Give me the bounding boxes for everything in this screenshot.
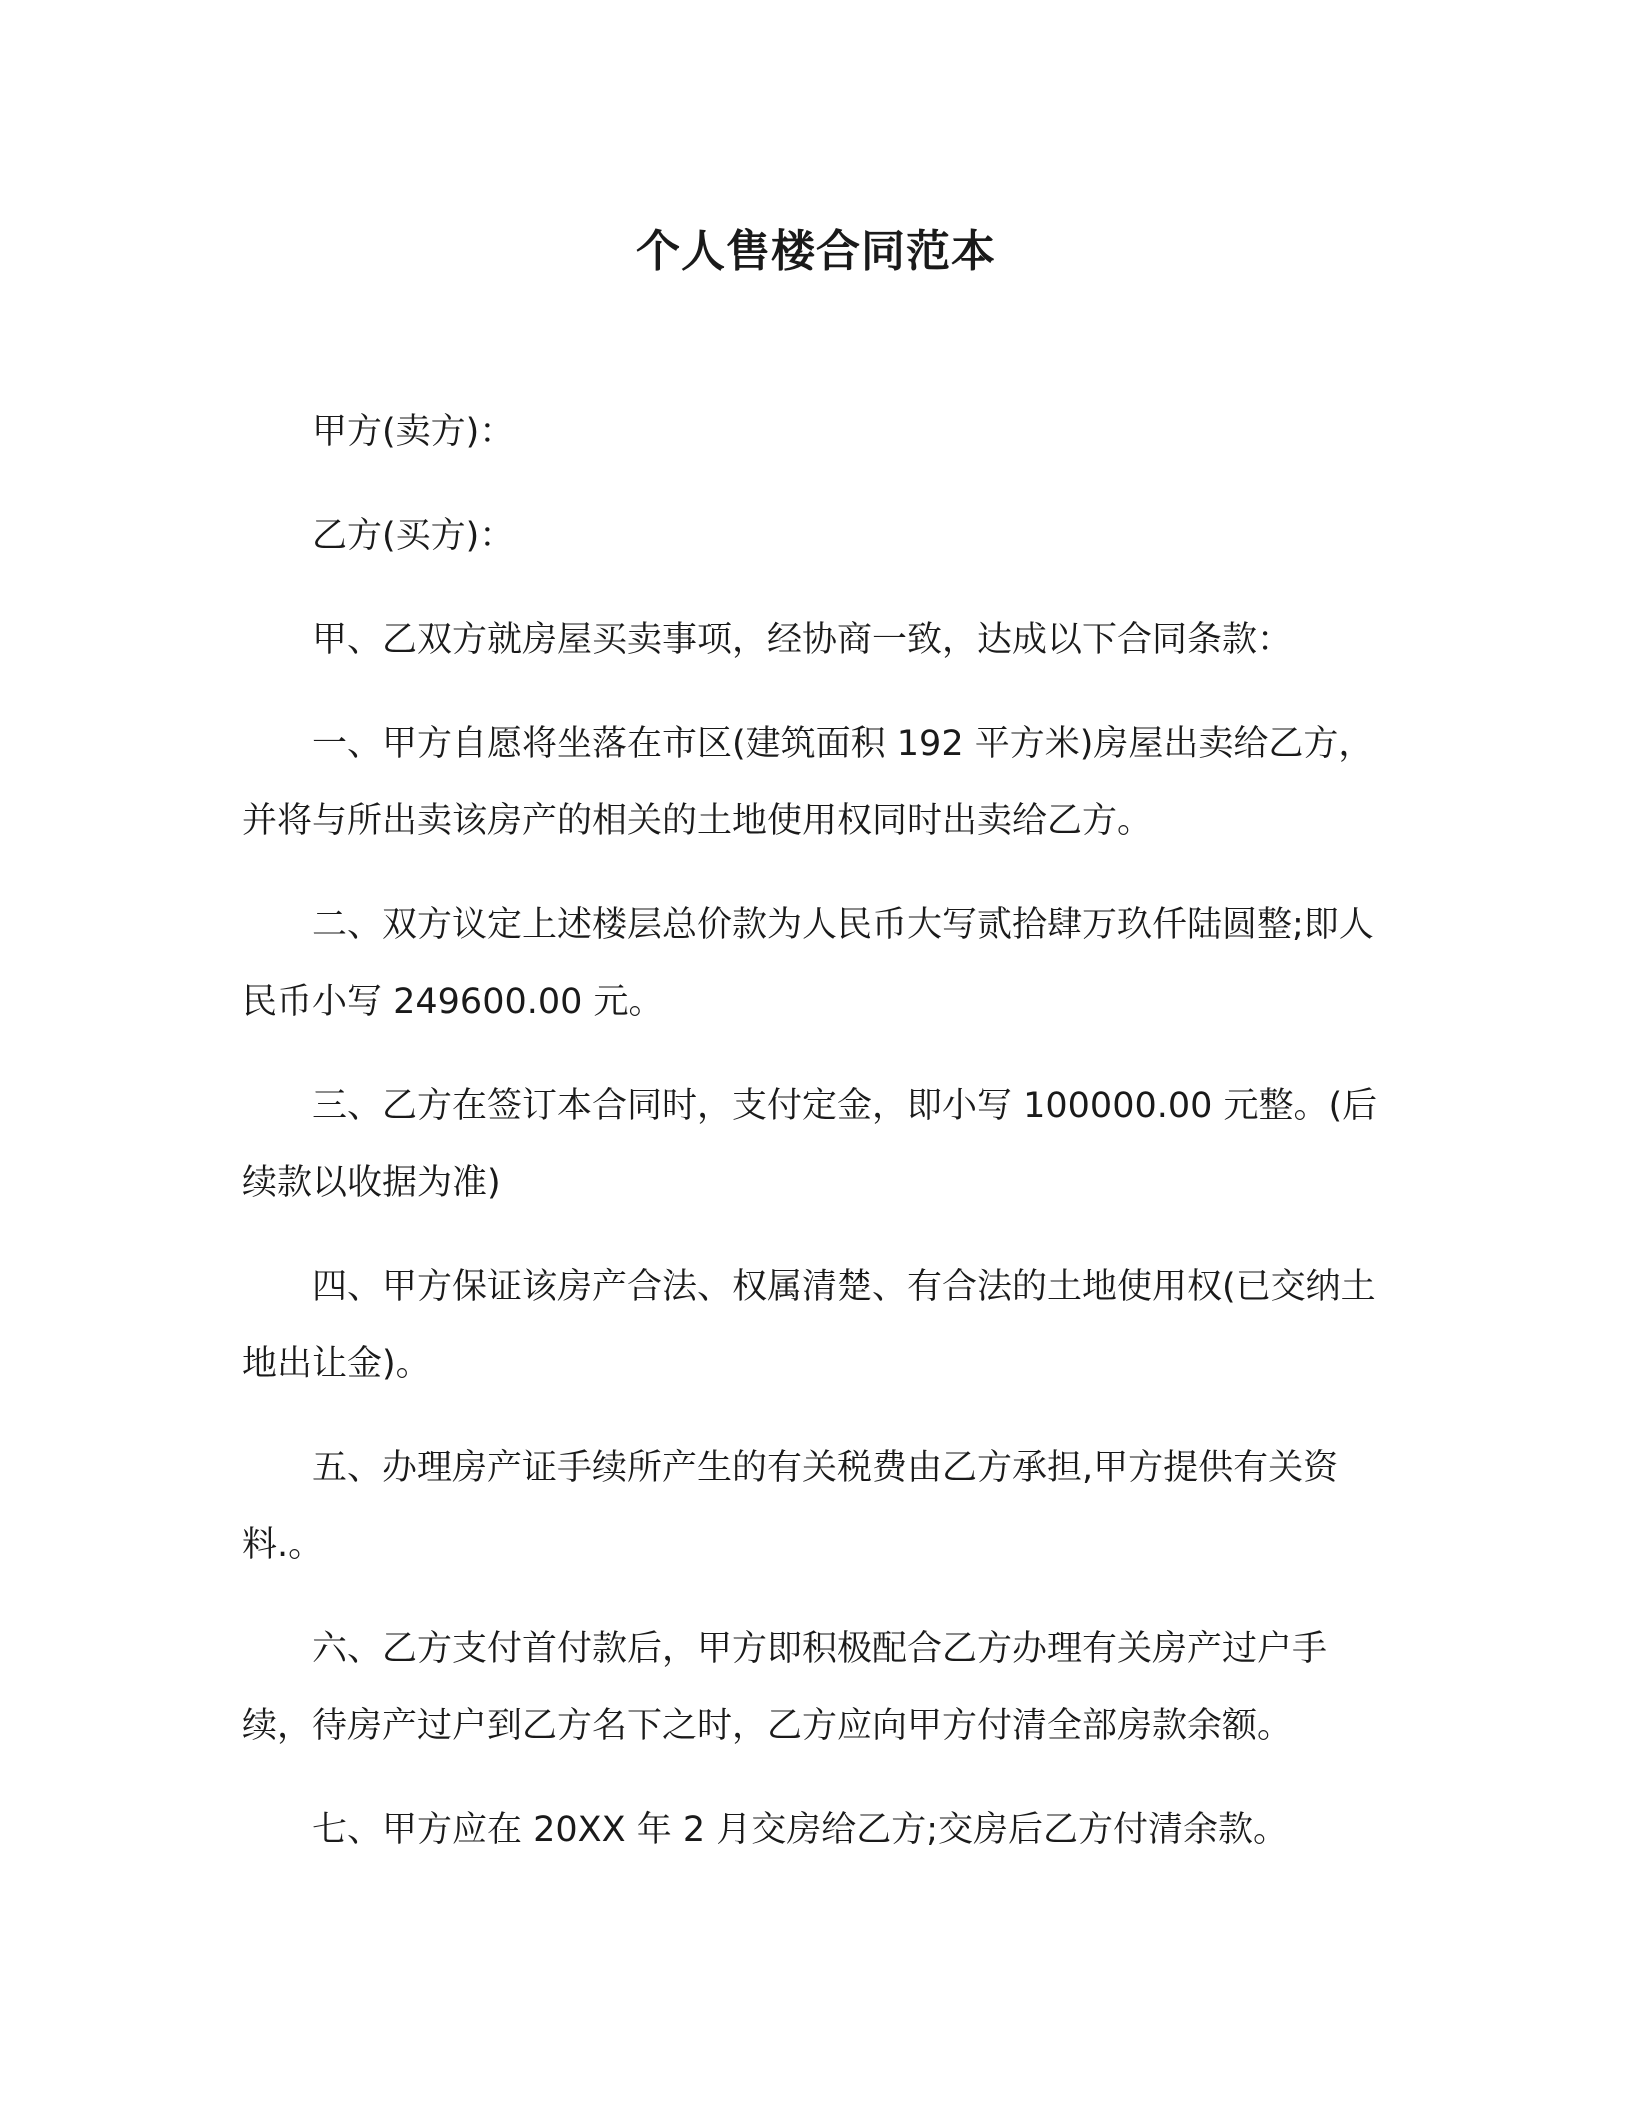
document-title: 个人售楼合同范本 [636, 226, 996, 277]
clause-5: 五、办理房产证手续所产生的有关税费由乙方承担,甲方提供有关资料.。 [242, 1448, 1339, 1565]
preamble-paragraph: 甲、乙双方就房屋买卖事项，经协商一致，达成以下合同条款： [312, 620, 1293, 660]
clause-6: 六、乙方支付首付款后，甲方即积极配合乙方办理有关房产过户手续，待房产过户到乙方名下之时，乙方应向甲方付清全部房款余额。 [242, 1629, 1328, 1746]
buyer-label: 乙方(买方)： [312, 516, 515, 556]
clause-3: 三、乙方在签订本合同时，支付定金，即小写 100000.00 元整。(后续款以收据为准) [242, 1086, 1378, 1203]
clause-1: 一、甲方自愿将坐落在市区(建筑面积 192 平方米)房屋出卖给乙方，并将与所出卖该房产的相关的土地使用权同时出卖给乙方。 [242, 724, 1374, 841]
seller-label: 甲方(卖方)： [312, 412, 515, 452]
clause-4: 四、甲方保证该房产合法、权属清楚、有合法的土地使用权(已交纳土地出让金)。 [242, 1267, 1376, 1384]
clause-2: 二、双方议定上述楼层总价款为人民币大写贰拾肆万玖仟陆圆整;即人民币小写 249600.00 元。 [242, 905, 1374, 1022]
clause-7: 七、甲方应在 20XX 年 2 月交房给乙方;交房后乙方付清余款。 [312, 1810, 1289, 1850]
document-body [242, 394, 1382, 1896]
